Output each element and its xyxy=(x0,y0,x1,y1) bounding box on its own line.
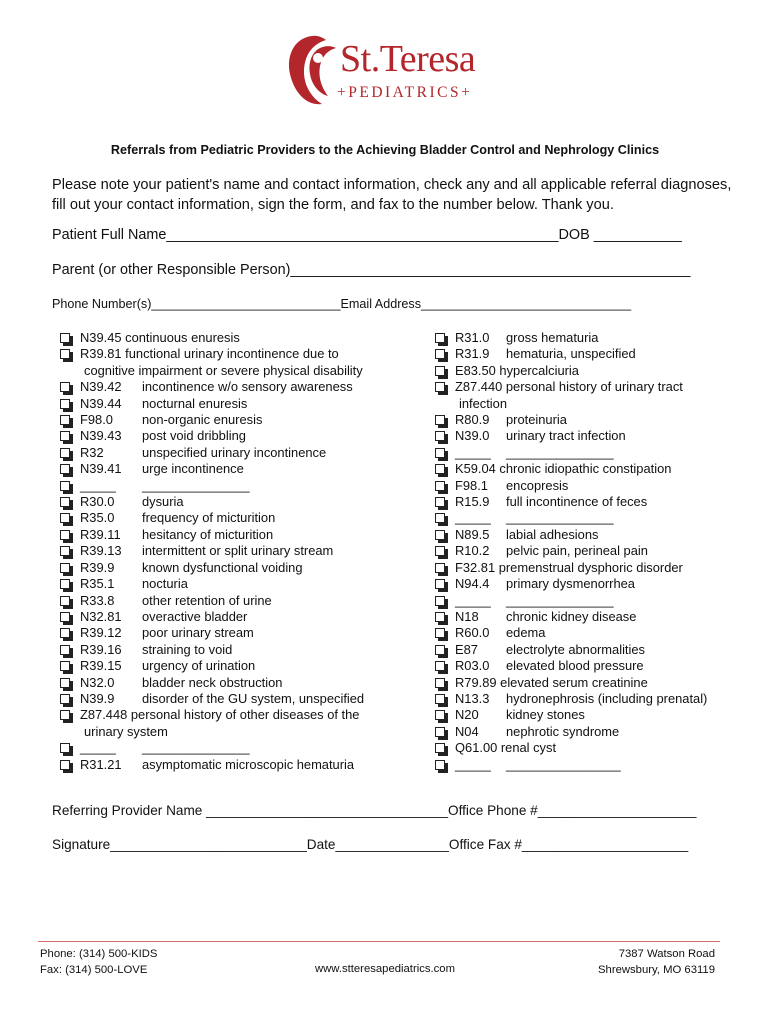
diagnosis-code: R39.15 xyxy=(80,658,122,674)
logo xyxy=(282,34,502,108)
diagnosis-item xyxy=(60,757,400,773)
diagnosis-item xyxy=(435,609,725,625)
diagnosis-code: R39.12 xyxy=(80,625,122,641)
diagnosis-code: N20 xyxy=(455,707,479,723)
diagnosis-description: overactive bladder xyxy=(142,608,248,624)
diagnosis-code: Q61.00 renal cyst xyxy=(455,740,557,756)
checkbox-icon[interactable] xyxy=(60,661,70,671)
diagnosis-code: R10.2 xyxy=(455,543,490,559)
checkbox-icon[interactable] xyxy=(435,612,445,622)
diagnosis-item xyxy=(435,363,725,379)
checkbox-icon[interactable] xyxy=(60,464,70,474)
diagnosis-code: R31.9 xyxy=(455,346,490,362)
checkbox-icon[interactable] xyxy=(60,349,70,359)
footer-phone: Phone: (314) 500-KIDS xyxy=(40,948,158,960)
checkbox-icon[interactable] xyxy=(60,513,70,523)
diagnosis-description: non-organic enuresis xyxy=(142,412,263,428)
diagnosis-description: other retention of urine xyxy=(142,592,272,608)
diagnosis-item xyxy=(60,625,400,641)
form-title: Referrals from Pediatric Providers to the Achieving Bladder Control and Nephrology Clinics xyxy=(110,143,660,157)
diagnosis-code: R15.9 xyxy=(455,494,490,510)
checkbox-icon[interactable] xyxy=(435,366,445,376)
diagnosis-description: straining to void xyxy=(142,641,233,657)
footer-website[interactable]: www.stteresapediatrics.com xyxy=(314,963,455,975)
logo-subtitle: +PEDIATRICS+ xyxy=(337,84,473,101)
diagnosis-description: nephrotic syndrome xyxy=(506,723,620,739)
checkbox-icon[interactable] xyxy=(435,760,445,770)
diagnosis-description: poor urinary stream xyxy=(142,625,254,641)
diagnosis-item xyxy=(435,478,725,494)
checkbox-icon[interactable] xyxy=(60,481,70,491)
diagnosis-description: frequency of micturition xyxy=(142,510,276,526)
footer-fax: Fax: (314) 500-LOVE xyxy=(40,963,148,976)
diagnosis-description: post void dribbling xyxy=(142,428,246,444)
provider-name-field[interactable]: Referring Provider Name ________________________________Office Phone #_____________________ xyxy=(52,803,697,818)
diagnosis-item xyxy=(435,527,725,543)
checkbox-icon[interactable] xyxy=(60,563,70,573)
diagnosis-description: disorder of the GU system, unspecified xyxy=(142,690,365,706)
diagnosis-description: urinary system xyxy=(84,723,168,739)
diagnosis-item xyxy=(60,396,400,412)
diagnosis-item xyxy=(435,396,725,412)
checkbox-icon[interactable] xyxy=(435,579,445,589)
checkbox-icon[interactable] xyxy=(435,694,445,704)
diagnosis-code: R79.89 elevated serum creatinine xyxy=(455,674,648,690)
checkbox-icon[interactable] xyxy=(60,645,70,655)
footer-city: Shrewsbury, MO 63119 xyxy=(598,963,715,976)
diagnosis-item xyxy=(60,576,400,592)
diagnosis-item xyxy=(435,707,725,723)
patient-field[interactable]: Patient Full Name_________________________________________________DOB ___________ xyxy=(52,227,682,243)
diagnosis-description: proteinuria xyxy=(506,412,567,428)
checkbox-icon[interactable] xyxy=(60,546,70,556)
diagnosis-item xyxy=(435,494,725,510)
diagnosis-code: R03.0 xyxy=(455,658,490,674)
diagnosis-code: R39.9 xyxy=(80,559,115,575)
diagnosis-description: asymptomatic microscopic hematuria xyxy=(142,756,355,772)
checkbox-icon[interactable] xyxy=(60,612,70,622)
diagnosis-item xyxy=(435,724,725,740)
diagnosis-description: hydronephrosis (including prenatal) xyxy=(506,690,708,706)
baby-silhouette-icon xyxy=(282,34,342,108)
checkbox-icon[interactable] xyxy=(435,678,445,688)
checkbox-icon[interactable] xyxy=(60,530,70,540)
checkbox-icon[interactable] xyxy=(435,710,445,720)
checkbox-icon[interactable] xyxy=(435,431,445,441)
diagnosis-code: N04 xyxy=(455,723,479,739)
diagnosis-item xyxy=(435,675,725,691)
diagnosis-code: E83.50 hypercalciuria xyxy=(455,362,579,378)
checkbox-icon[interactable] xyxy=(60,678,70,688)
diagnosis-description: edema xyxy=(506,625,546,641)
diagnosis-code: R60.0 xyxy=(455,625,490,641)
diagnosis-description: _______________ xyxy=(142,477,250,493)
diagnosis-item xyxy=(435,543,725,559)
diagnosis-item xyxy=(60,428,400,444)
intro-text: Please note your patient's name and contact information, check any and all applicable referral diagnoses, fill out your contact information, sign the form, and fax to the number below. Thank you. xyxy=(52,177,732,213)
diagnosis-item xyxy=(435,379,725,395)
diagnosis-code: N39.43 xyxy=(80,428,122,444)
diagnosis-code: N32.81 xyxy=(80,608,122,624)
checkbox-icon[interactable] xyxy=(435,481,445,491)
checkbox-icon[interactable] xyxy=(60,333,70,343)
logo-name: St.Teresa xyxy=(340,38,476,80)
diagnosis-code: N39.45 continuous enuresis xyxy=(80,330,240,345)
diagnosis-item xyxy=(60,445,400,461)
diagnosis-code: R33.8 xyxy=(80,592,115,608)
diagnosis-item xyxy=(60,642,400,658)
diagnosis-code: F32.81 premenstrual dysphoric disorder xyxy=(455,559,683,575)
diagnosis-item xyxy=(435,445,725,461)
diagnosis-item xyxy=(435,330,725,346)
parent-field[interactable]: Parent (or other Responsible Person)__________________________________________________ xyxy=(52,262,691,278)
diagnosis-code: _____ xyxy=(455,510,491,526)
diagnosis-item xyxy=(60,675,400,691)
diagnosis-code: R39.13 xyxy=(80,543,122,559)
checkbox-icon[interactable] xyxy=(435,530,445,540)
diagnosis-item xyxy=(435,593,725,609)
diagnosis-description: known dysfunctional voiding xyxy=(142,559,303,575)
diagnosis-description: _______________ xyxy=(142,740,250,756)
checkbox-icon[interactable] xyxy=(60,382,70,392)
diagnosis-description: cognitive impairment or severe physical disability xyxy=(84,362,363,378)
checkbox-icon[interactable] xyxy=(60,628,70,638)
diagnosis-item xyxy=(435,461,725,477)
diagnosis-item xyxy=(60,658,400,674)
diagnosis-code: K59.04 chronic idiopathic constipation xyxy=(455,461,672,477)
diagnosis-item xyxy=(435,625,725,641)
checkbox-icon[interactable] xyxy=(435,727,445,737)
checkbox-icon[interactable] xyxy=(435,333,445,343)
diagnosis-code: R31.21 xyxy=(80,756,122,772)
diagnosis-description: hesitancy of micturition xyxy=(142,526,274,542)
diagnosis-code: F98.0 xyxy=(80,412,113,428)
diagnosis-item xyxy=(60,379,400,395)
diagnosis-item xyxy=(435,510,725,526)
checkbox-icon[interactable] xyxy=(60,694,70,704)
diagnosis-item xyxy=(435,560,725,576)
checkbox-icon[interactable] xyxy=(60,760,70,770)
checkbox-icon[interactable] xyxy=(435,628,445,638)
diagnosis-item xyxy=(60,346,400,362)
diagnosis-item xyxy=(60,593,400,609)
diagnosis-description: incontinence w/o sensory awareness xyxy=(142,379,353,395)
diagnosis-code: R35.0 xyxy=(80,510,115,526)
diagnosis-description: bladder neck obstruction xyxy=(142,674,283,690)
checkbox-icon[interactable] xyxy=(60,448,70,458)
diagnosis-description: primary dysmenorrhea xyxy=(506,576,635,592)
diagnosis-code: N39.9 xyxy=(80,690,115,706)
diagnosis-code: N13.3 xyxy=(455,690,490,706)
diagnosis-code: F98.1 xyxy=(455,477,488,493)
diagnosis-code: N32.0 xyxy=(80,674,115,690)
diagnosis-description: nocturnal enuresis xyxy=(142,395,248,411)
diagnosis-description: nocturia xyxy=(142,576,188,592)
diagnosis-description: infection xyxy=(459,395,508,411)
diagnosis-code: R80.9 xyxy=(455,412,490,428)
checkbox-icon[interactable] xyxy=(60,596,70,606)
diagnosis-description: encopresis xyxy=(506,477,569,493)
diagnosis-item xyxy=(435,757,725,773)
diagnosis-code: R31.0 xyxy=(455,330,490,345)
diagnosis-description: _______________ xyxy=(506,444,614,460)
diagnosis-description: _______________ xyxy=(506,510,614,526)
checkbox-icon[interactable] xyxy=(435,464,445,474)
diagnosis-code: N18 xyxy=(455,608,479,624)
checkbox-icon[interactable] xyxy=(60,497,70,507)
diagnosis-code: R30.0 xyxy=(80,494,115,510)
diagnosis-description: urge incontinence xyxy=(142,461,244,477)
diagnosis-description: gross hematuria xyxy=(506,330,599,345)
diagnosis-code: N39.42 xyxy=(80,379,122,395)
diagnosis-item xyxy=(60,560,400,576)
diagnosis-code: N94.4 xyxy=(455,576,490,592)
diagnosis-code: R39.16 xyxy=(80,641,122,657)
diagnosis-code: R35.1 xyxy=(80,576,115,592)
footer-address xyxy=(598,947,715,978)
diagnosis-code: R39.11 xyxy=(80,526,121,542)
checkbox-icon[interactable] xyxy=(435,497,445,507)
footer-street: 7387 Watson Road xyxy=(618,948,715,960)
diagnosis-description: full incontinence of feces xyxy=(506,494,648,510)
diagnosis-description: dysuria xyxy=(142,494,184,510)
diagnosis-item xyxy=(435,658,725,674)
diagnosis-item xyxy=(60,478,400,494)
diagnosis-code: N39.44 xyxy=(80,395,122,411)
checkbox-icon[interactable] xyxy=(60,743,70,753)
diagnosis-code: Z87.440 personal history of urinary tract xyxy=(455,379,683,395)
diagnosis-description: ________________ xyxy=(506,756,621,772)
phone-email-field[interactable]: Phone Number(s)___________________________Email Address______________________________ xyxy=(52,297,632,311)
diagnosis-description: kidney stones xyxy=(506,707,585,723)
checkbox-icon[interactable] xyxy=(435,661,445,671)
diagnosis-code: N89.5 xyxy=(455,526,490,542)
diagnosis-item xyxy=(60,510,400,526)
diagnosis-item xyxy=(60,494,400,510)
diagnosis-description: urinary tract infection xyxy=(506,428,626,444)
diagnosis-item xyxy=(60,609,400,625)
diagnosis-item xyxy=(60,724,400,740)
diagnosis-item xyxy=(60,740,400,756)
diagnosis-code: R39.81 functional urinary incontinence due to xyxy=(80,346,339,362)
diagnosis-description: intermittent or split urinary stream xyxy=(142,543,334,559)
diagnosis-description: unspecified urinary incontinence xyxy=(142,444,327,460)
diagnosis-item xyxy=(435,691,725,707)
diagnosis-description: elevated blood pressure xyxy=(506,658,644,674)
diagnosis-description: electrolyte abnormalities xyxy=(506,641,645,657)
diagnosis-code: N39.0 xyxy=(455,428,490,444)
diagnosis-code: R32 xyxy=(80,444,104,460)
diagnosis-item xyxy=(60,461,400,477)
checkbox-icon[interactable] xyxy=(435,349,445,359)
checkbox-icon[interactable] xyxy=(60,399,70,409)
diagnosis-code: Z87.448 personal history of other diseases of the xyxy=(80,707,360,723)
checkbox-icon[interactable] xyxy=(435,645,445,655)
checkbox-icon[interactable] xyxy=(60,710,70,720)
diagnosis-description: labial adhesions xyxy=(506,526,599,542)
right-diagnosis-list xyxy=(435,330,725,773)
diagnosis-code: _____ xyxy=(455,756,491,772)
diagnosis-description: _______________ xyxy=(506,592,614,608)
checkbox-icon[interactable] xyxy=(435,596,445,606)
checkbox-icon[interactable] xyxy=(435,743,445,753)
diagnosis-code: _____ xyxy=(80,740,116,756)
left-diagnosis-list xyxy=(60,330,400,773)
diagnosis-item xyxy=(60,363,400,379)
diagnosis-code: _____ xyxy=(455,592,491,608)
checkbox-icon[interactable] xyxy=(60,579,70,589)
checkbox-icon[interactable] xyxy=(60,431,70,441)
diagnosis-item xyxy=(435,428,725,444)
checkbox-icon[interactable] xyxy=(60,415,70,425)
diagnosis-code: _____ xyxy=(80,477,116,493)
checkbox-icon[interactable] xyxy=(435,382,445,392)
diagnosis-item xyxy=(60,707,400,723)
checkbox-icon[interactable] xyxy=(435,448,445,458)
diagnosis-item xyxy=(435,642,725,658)
checkbox-icon[interactable] xyxy=(435,513,445,523)
diagnosis-code: _____ xyxy=(455,444,491,460)
diagnosis-item xyxy=(60,412,400,428)
diagnosis-item xyxy=(60,543,400,559)
diagnosis-item xyxy=(435,346,725,362)
diagnosis-item xyxy=(435,740,725,756)
diagnosis-item xyxy=(60,691,400,707)
diagnosis-code: N39.41 xyxy=(80,461,122,477)
checkbox-icon[interactable] xyxy=(435,563,445,573)
diagnosis-description: chronic kidney disease xyxy=(506,608,637,624)
diagnosis-description: pelvic pain, perineal pain xyxy=(506,543,648,559)
diagnosis-item xyxy=(60,330,400,346)
footer-divider xyxy=(38,941,720,942)
checkbox-icon[interactable] xyxy=(435,546,445,556)
checkbox-icon[interactable] xyxy=(435,415,445,425)
diagnosis-code: E87 xyxy=(455,641,478,657)
diagnosis-item xyxy=(435,412,725,428)
signature-field[interactable]: Signature__________________________Date_______________Office Fax #______________________ xyxy=(52,837,689,852)
diagnosis-description: urgency of urination xyxy=(142,658,256,674)
diagnosis-item xyxy=(435,576,725,592)
diagnosis-description: hematuria, unspecified xyxy=(506,346,636,362)
diagnosis-item xyxy=(60,527,400,543)
